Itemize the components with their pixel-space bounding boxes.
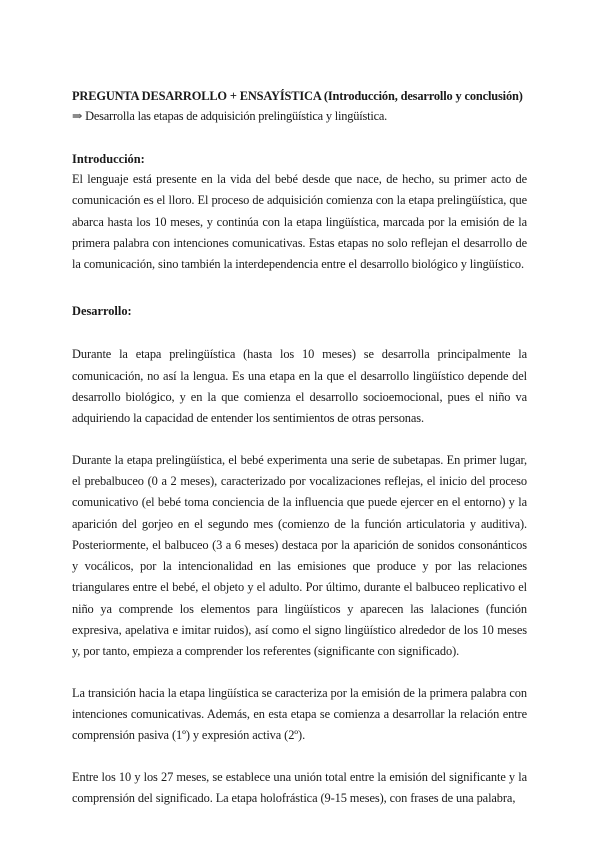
introduction-paragraph: El lenguaje está presente en la vida del bebé desde que nace, de hecho, su primer acto de comunicación es el lloro. El proceso de adquisición comienza con la etapa prelingüística, que abarca hasta los 10 meses, y continúa con la etapa lingüística, marcada por la emisión de la primera palabra con intenciones comunicativas. Estas etapas no solo reflejan el desarrollo de la comunicación, sino también la interdependencia entre el desarrollo biológico y lingüístico. bbox=[72, 172, 527, 272]
document-page bbox=[72, 86, 527, 829]
development-paragraph-4: Entre los 10 y los 27 meses, se establece una unión total entre la emisión del significante y la comprensión del significado. La etapa holofrástica (9-15 meses), con frases de una palabra, bbox=[72, 769, 527, 805]
document-title: PREGUNTA DESARROLLO + ENSAYÍSTICA (Introducción, desarrollo y conclusión) bbox=[72, 89, 523, 103]
development-paragraph-3: La transición hacia la etapa lingüística se caracteriza por la emisión de la primera palabra con intenciones comunicativas. Además, en esta etapa se comienza a desarrollar la relación entre comprensión pasiva (1º) y expresión activa (2º). bbox=[72, 685, 527, 743]
document-subtitle: ⇒ Desarrolla las etapas de adquisición prelingüística y lingüística. bbox=[72, 109, 388, 123]
development-paragraph-2: Durante la etapa prelingüística, el bebé experimenta una serie de subetapas. En primer lugar, el prebalbuceo (0 a 2 meses), caracterizado por vocalizaciones reflejas, el inicio del proceso comunicativo (el bebé toma conciencia de la influencia que puede ejercer en el entorno) y la aparición del gorjeo en el segundo mes (comienzo de la función articulatoria y auditiva). Posteriormente, el balbuceo (3 a 6 meses) destaca por la aparición de sonidos consonánticos y vocálicos, por la intencionalidad en las emisiones que produce y por las relaciones triangulares entre el bebé, el objeto y el adulto. Por último, durante el balbuceo replicativo el niño ya comprende los elementos para lingüísticos y aparecen las lalaciones (función expresiva, apelativa e imitar ruidos), así como el signo lingüístico alrededor de los 10 meses y, por tanto, empieza a comprender los referentes (significante con significado). bbox=[72, 452, 527, 659]
introduction-heading: Introducción: bbox=[72, 152, 145, 166]
development-paragraph-1: Durante la etapa prelingüística (hasta los 10 meses) se desarrolla principalmente la comunicación, no así la lengua. Es una etapa en la que el desarrollo lingüístico depende del desarrollo biológico, y en la que comienza el desarrollo socioemocional, pues el niño va adquiriendo la capacidad de entender los sentimientos de otras personas. bbox=[72, 347, 527, 426]
development-heading: Desarrollo: bbox=[72, 304, 132, 319]
